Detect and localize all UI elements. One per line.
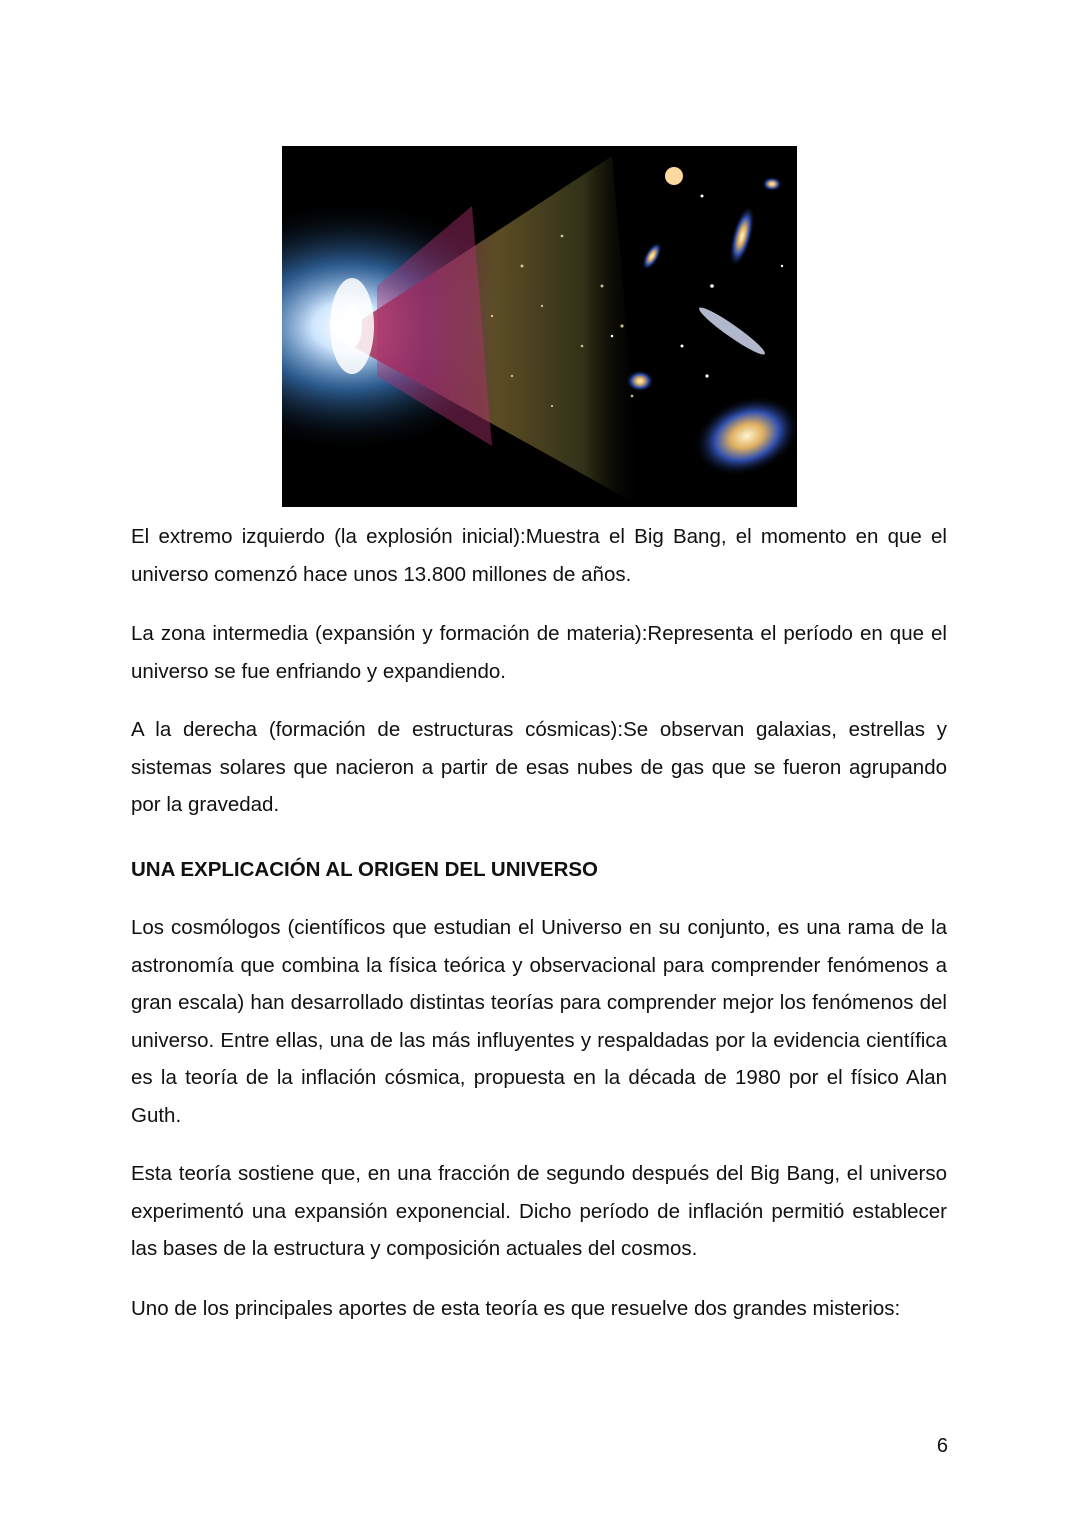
big-bang-illustration (282, 146, 797, 507)
paragraph-middle-zone: La zona intermedia (expansión y formación de materia):Representa el período en que el universo se fue enfriando y expandiendo. (131, 622, 947, 683)
section-heading: UNA EXPLICACIÓN AL ORIGEN DEL UNIVERSO (131, 858, 598, 881)
paragraph-left-end: El extremo izquierdo (la explosión inicial):Muestra el Big Bang, el momento en que el universo comenzó hace unos 13.800 millones de años. (131, 525, 947, 586)
paragraph-theory: Esta teoría sostiene que, en una fracción de segundo después del Big Bang, el universo experimentó una expansión exponencial. Dicho período de inflación permitió establecer las bases de la estructura y composición actuales del cosmos. (131, 1162, 947, 1260)
paragraph-contributions: Uno de los principales aportes de esta teoría es que resuelve dos grandes misterios: (131, 1297, 901, 1320)
page-number: 6 (936, 1435, 948, 1457)
paragraph-right-side: A la derecha (formación de estructuras cósmicas):Se observan galaxias, estrellas y sistemas solares que nacieron a partir de esas nubes de gas que se fueron agrupando por la gravedad. (131, 718, 947, 816)
paragraph-cosmologists: Los cosmólogos (científicos que estudian el Universo en su conjunto, es una rama de la astronomía que combina la física teórica y observacional para comprender fenómenos a gran escala) han desarrollado distintas teorías para comprender mejor los fenómenos del universo. Entre ellas, una de las más influyentes y respaldadas por la evidencia científica es la teoría de la inflación cósmica, propuesta en la década de 1980 por el físico Alan Guth. (131, 916, 947, 1127)
